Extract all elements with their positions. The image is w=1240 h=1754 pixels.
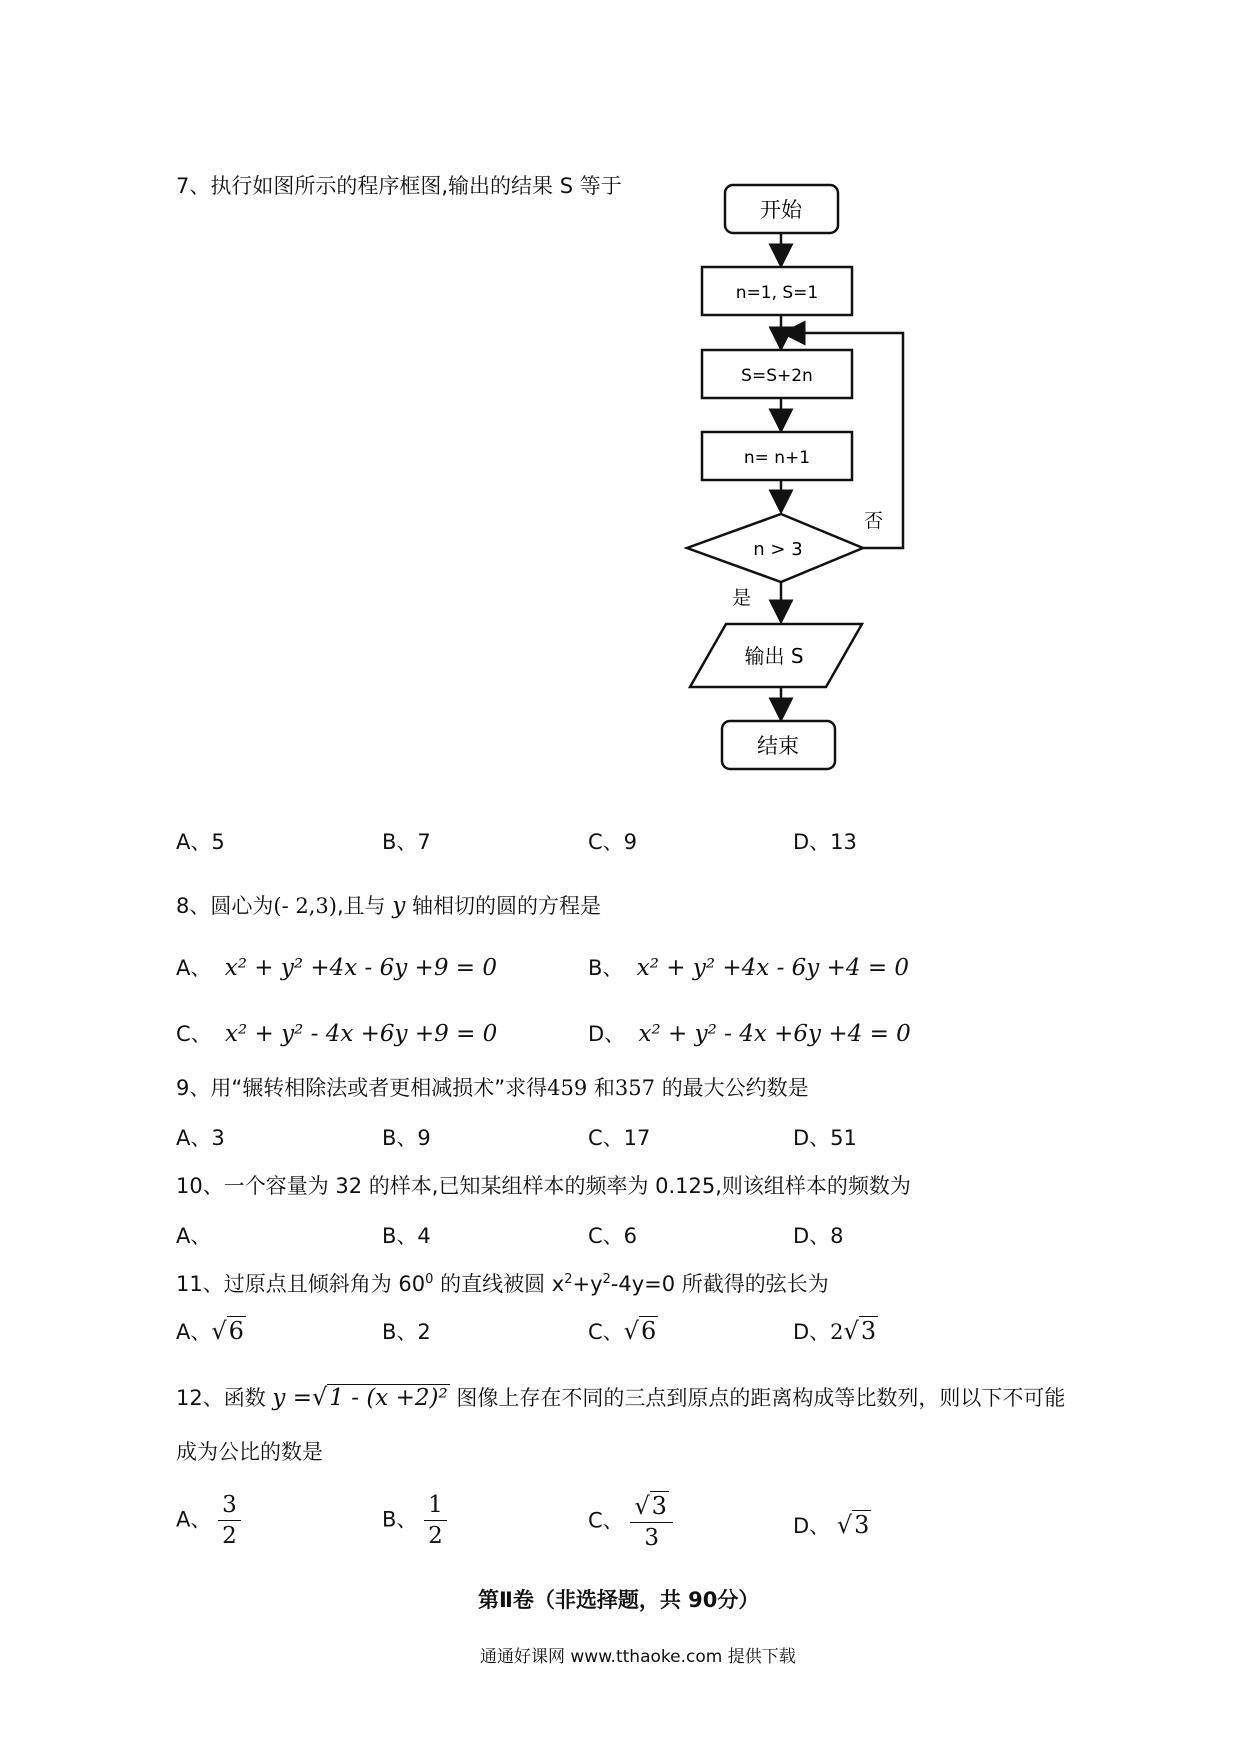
sqrt-symbol: √6 [211, 1317, 244, 1345]
q8-stem: 8、圆心为(- 2,3),且与 y 轴相切的圆的方程是 [176, 893, 601, 919]
q7-option-d: D、13 [793, 830, 857, 854]
flow-output-label: 输出 S [744, 644, 804, 668]
sqrt-symbol: √3 [836, 1511, 870, 1539]
q10-stem: 10、一个容量为 32 的样本,已知某组样本的频率为 0.125,则该组样本的频数为 [176, 1174, 911, 1198]
q7-option-b: B、7 [382, 830, 431, 854]
flow-no-label: 否 [864, 510, 884, 532]
q10-option-c: C、6 [588, 1224, 638, 1248]
sqrt-symbol: √3 [843, 1317, 877, 1345]
flow-update-n-label: n= n+1 [743, 448, 811, 468]
q9-option-a: A、3 [176, 1126, 225, 1150]
flow-start-label: 开始 [760, 198, 802, 222]
q12-stem-line2: 成为公比的数是 [176, 1440, 323, 1464]
q9-option-b: B、9 [382, 1126, 431, 1150]
flow-update-s-label: S=S+2n [741, 366, 813, 386]
q8-option-b: B、 x² + y² +4x - 6y +4 = 0 [588, 955, 910, 981]
q10-option-d: D、8 [793, 1224, 844, 1248]
q12-option-c: C、 $\frac{√3}{3}$ [588, 1492, 673, 1551]
q8-option-a: A、 x² + y² +4x - 6y +9 = 0 [176, 955, 497, 981]
q12-option-a: A、 $\frac{3}{2}$ [176, 1492, 241, 1549]
sqrt-symbol: √3 [634, 1492, 667, 1520]
q9-stem: 9、用“辗转相除法或者更相减损术”求得459 和357 的最大公约数是 [176, 1076, 809, 1100]
q12-option-b: B、 $\frac{1}{2}$ [382, 1492, 447, 1549]
sqrt-symbol: √6 [623, 1317, 657, 1345]
q12-stem: 12、函数 y =√1 - (x +2)² 图像上存在不同的三点到原点的距离构成等比数列，则以下不可能 [176, 1383, 1066, 1411]
flow-yes-label: 是 [732, 587, 752, 609]
fraction: $\frac{3}{2}$ [218, 1492, 241, 1549]
flow-decision-label: n > 3 [753, 539, 803, 560]
q11-option-b: B、2 [382, 1320, 431, 1344]
q7-option-a: A、5 [176, 830, 225, 854]
q10-option-a: A、 [176, 1224, 212, 1248]
fraction: $\frac{√3}{3}$ [630, 1492, 673, 1551]
flow-init-label: n=1, S=1 [735, 283, 819, 303]
q11-option-d: D、2√3 [793, 1317, 877, 1345]
q7-flowchart [670, 175, 930, 790]
footer-text: 通通好课网 www.tthaoke.com 提供下载 [480, 1647, 796, 1667]
q7-option-c: C、9 [588, 830, 638, 854]
q7-stem: 7、执行如图所示的程序框图,输出的结果 S 等于 [176, 174, 622, 198]
fraction: $\frac{1}{2}$ [424, 1492, 447, 1549]
q12-option-d: D、 √3 [793, 1511, 870, 1539]
q9-option-c: C、17 [588, 1126, 651, 1150]
q11-stem: 11、过原点且倾斜角为 $60^0$ 的直线被圆 $x^2+y^2-4y=0$ 所截得的弦长为 [176, 1272, 829, 1296]
flow-end-label: 结束 [757, 734, 799, 758]
q8-option-d: D、 x² + y² - 4x +6y +4 = 0 [588, 1021, 911, 1047]
q11-option-c: C、√6 [588, 1317, 657, 1345]
q9-option-d: D、51 [793, 1126, 857, 1150]
q10-option-b: B、4 [382, 1224, 431, 1248]
sqrt-symbol: √1 - (x +2)² [312, 1383, 448, 1411]
section-title: 第Ⅱ卷（非选择题，共 90分） [478, 1588, 760, 1612]
q11-option-a: A、√6 [176, 1317, 244, 1345]
q8-option-c: C、 x² + y² - 4x +6y +9 = 0 [176, 1021, 498, 1047]
